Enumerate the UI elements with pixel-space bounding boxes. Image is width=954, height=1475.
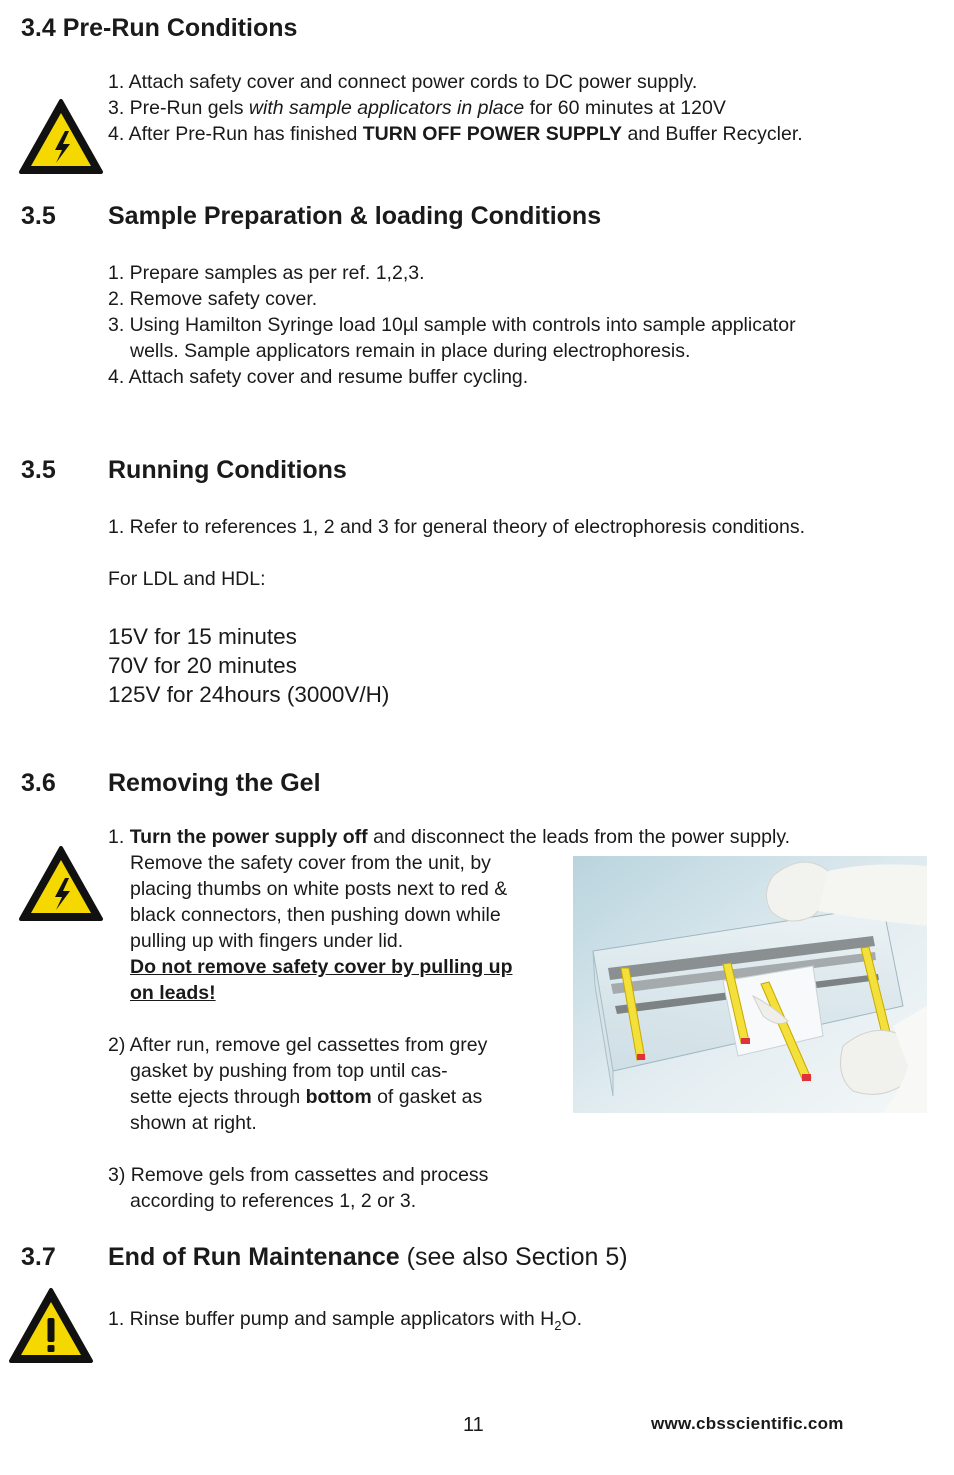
- prerun-step-4: 4. After Pre-Run has finished TURN OFF POWER SUPPLY and Buffer Recycler.: [108, 123, 803, 145]
- high-voltage-warning-icon: [18, 845, 104, 923]
- ldl-hdl-label: For LDL and HDL:: [108, 568, 266, 590]
- prep-step-2: 2. Remove safety cover.: [108, 288, 318, 310]
- prep-step-3-cont: wells. Sample applicators remain in place during electrophoresis.: [130, 340, 691, 362]
- remove-step-2-line3: sette ejects through bottom of gasket as: [130, 1086, 483, 1108]
- heading-removing-gel: Removing the Gel: [108, 769, 321, 797]
- high-voltage-warning-icon: [18, 98, 104, 176]
- voltage-step-3: 125V for 24hours (3000V/H): [108, 682, 390, 707]
- safety-warning-line2: on leads!: [130, 982, 216, 1004]
- remove-step-1: 1. Turn the power supply off and disconnect the leads from the power supply.: [108, 826, 791, 848]
- section-number-3-5a: 3.5: [21, 202, 56, 230]
- remove-step-2: 2) After run, remove gel cassettes from grey: [108, 1034, 488, 1056]
- prep-step-1: 1. Prepare samples as per ref. 1,2,3.: [108, 262, 425, 284]
- prep-step-4: 4. Attach safety cover and resume buffer cycling.: [108, 366, 529, 388]
- voltage-step-2: 70V for 20 minutes: [108, 653, 297, 678]
- remove-step-2-line2: gasket by pushing from top until cas-: [130, 1060, 448, 1082]
- gel-cassette-photo: [573, 856, 927, 1113]
- remove-step-1-line5: pulling up with fingers under lid.: [130, 930, 404, 952]
- remove-step-1-line3: placing thumbs on white posts next to red &: [130, 878, 508, 900]
- spacer: [108, 1136, 790, 1162]
- remove-step-3-line2: according to references 1, 2 or 3.: [130, 1190, 417, 1212]
- prerun-step-3: 3. Pre-Run gels with sample applicators in place for 60 minutes at 120V: [108, 97, 726, 119]
- section-number-3-7: 3.7: [21, 1243, 56, 1271]
- section-number-3-6: 3.6: [21, 769, 56, 797]
- remove-step-1-line4: black connectors, then pushing down while: [130, 904, 501, 926]
- remove-step-3: 3) Remove gels from cassettes and process: [108, 1164, 489, 1186]
- safety-warning-line1: Do not remove safety cover by pulling up: [130, 956, 513, 978]
- heading-end-of-run: End of Run Maintenance (see also Section 5): [108, 1243, 628, 1271]
- heading-3-4: 3.4 Pre-Run Conditions: [21, 14, 298, 42]
- section-number-3-5b: 3.5: [21, 456, 56, 484]
- page-number: 11: [463, 1414, 484, 1436]
- remove-step-2-line4: shown at right.: [130, 1112, 257, 1134]
- voltage-step-1: 15V for 15 minutes: [108, 624, 297, 649]
- maintenance-step-1: 1. Rinse buffer pump and sample applicators with $H_2O$.: [108, 1308, 583, 1333]
- prerun-step-1: 1. Attach safety cover and connect power cords to DC power supply.: [108, 71, 698, 93]
- heading-running-conditions: Running Conditions: [108, 456, 347, 484]
- prep-step-3: 3. Using Hamilton Syringe load 10µl sample with controls into sample applicator: [108, 314, 796, 336]
- website-url: www.cbsscientific.com: [651, 1414, 844, 1433]
- heading-sample-preparation: Sample Preparation & loading Conditions: [108, 202, 602, 230]
- remove-step-1-line2: Remove the safety cover from the unit, by: [130, 852, 491, 874]
- caution-warning-icon: [8, 1287, 94, 1365]
- running-step-1: 1. Refer to references 1, 2 and 3 for general theory of electrophoresis conditions.: [108, 516, 805, 538]
